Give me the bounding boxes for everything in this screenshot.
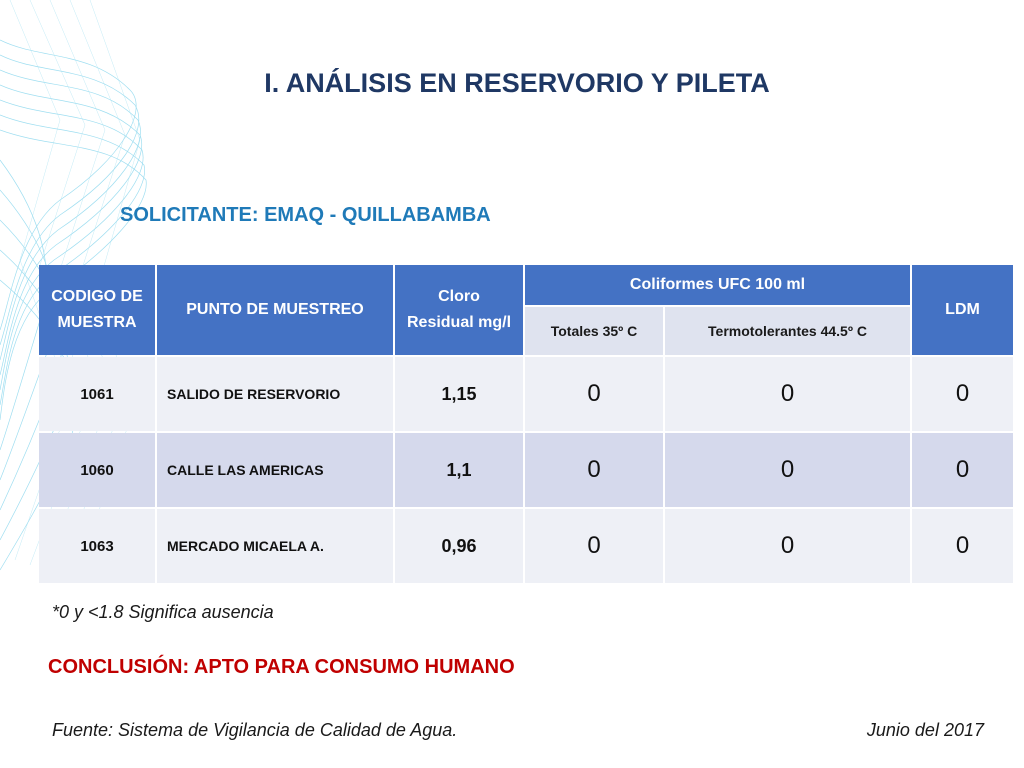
row-punto: MERCADO MICAELA A. bbox=[157, 509, 393, 583]
row-termotolerantes: 0 bbox=[665, 509, 910, 583]
row-termotolerantes: 0 bbox=[665, 357, 910, 431]
header-coliformes: Coliformes UFC 100 ml bbox=[525, 265, 910, 305]
table-row bbox=[39, 433, 1013, 507]
conclusion: CONCLUSIÓN: APTO PARA CONSUMO HUMANO bbox=[48, 656, 515, 678]
footnote: *0 y <1.8 Significa ausencia bbox=[52, 602, 274, 622]
table-row bbox=[39, 509, 1013, 583]
row-cloro: 0,96 bbox=[395, 509, 523, 583]
row-codigo: 1061 bbox=[39, 357, 155, 431]
header-ldm: LDM bbox=[912, 265, 1013, 355]
analysis-table bbox=[37, 263, 1015, 585]
row-cloro: 1,15 bbox=[395, 357, 523, 431]
row-cloro: 1,1 bbox=[395, 433, 523, 507]
row-totales: 0 bbox=[525, 433, 663, 507]
row-termotolerantes: 0 bbox=[665, 433, 910, 507]
row-codigo: 1060 bbox=[39, 433, 155, 507]
header-punto: PUNTO DE MUESTREO bbox=[157, 265, 393, 355]
report-date: Junio del 2017 bbox=[866, 720, 984, 740]
header-totales: Totales 35º C bbox=[525, 307, 663, 355]
row-totales: 0 bbox=[525, 509, 663, 583]
row-ldm: 0 bbox=[912, 509, 1013, 583]
row-ldm: 0 bbox=[912, 357, 1013, 431]
row-codigo: 1063 bbox=[39, 509, 155, 583]
header-cloro: Cloro Residual mg/l bbox=[395, 265, 523, 355]
page-title: I. ANÁLISIS EN RESERVORIO Y PILETA bbox=[264, 68, 770, 98]
source-note: Fuente: Sistema de Vigilancia de Calidad de Agua. bbox=[52, 720, 458, 740]
row-punto: CALLE LAS AMERICAS bbox=[157, 433, 393, 507]
solicitante-label: SOLICITANTE: EMAQ - QUILLABAMBA bbox=[120, 204, 491, 226]
table-row bbox=[39, 357, 1013, 431]
row-ldm: 0 bbox=[912, 433, 1013, 507]
header-codigo: CODIGO DE MUESTRA bbox=[39, 265, 155, 355]
row-totales: 0 bbox=[525, 357, 663, 431]
header-termotolerantes: Termotolerantes 44.5º C bbox=[665, 307, 910, 355]
row-punto: SALIDO DE RESERVORIO bbox=[157, 357, 393, 431]
